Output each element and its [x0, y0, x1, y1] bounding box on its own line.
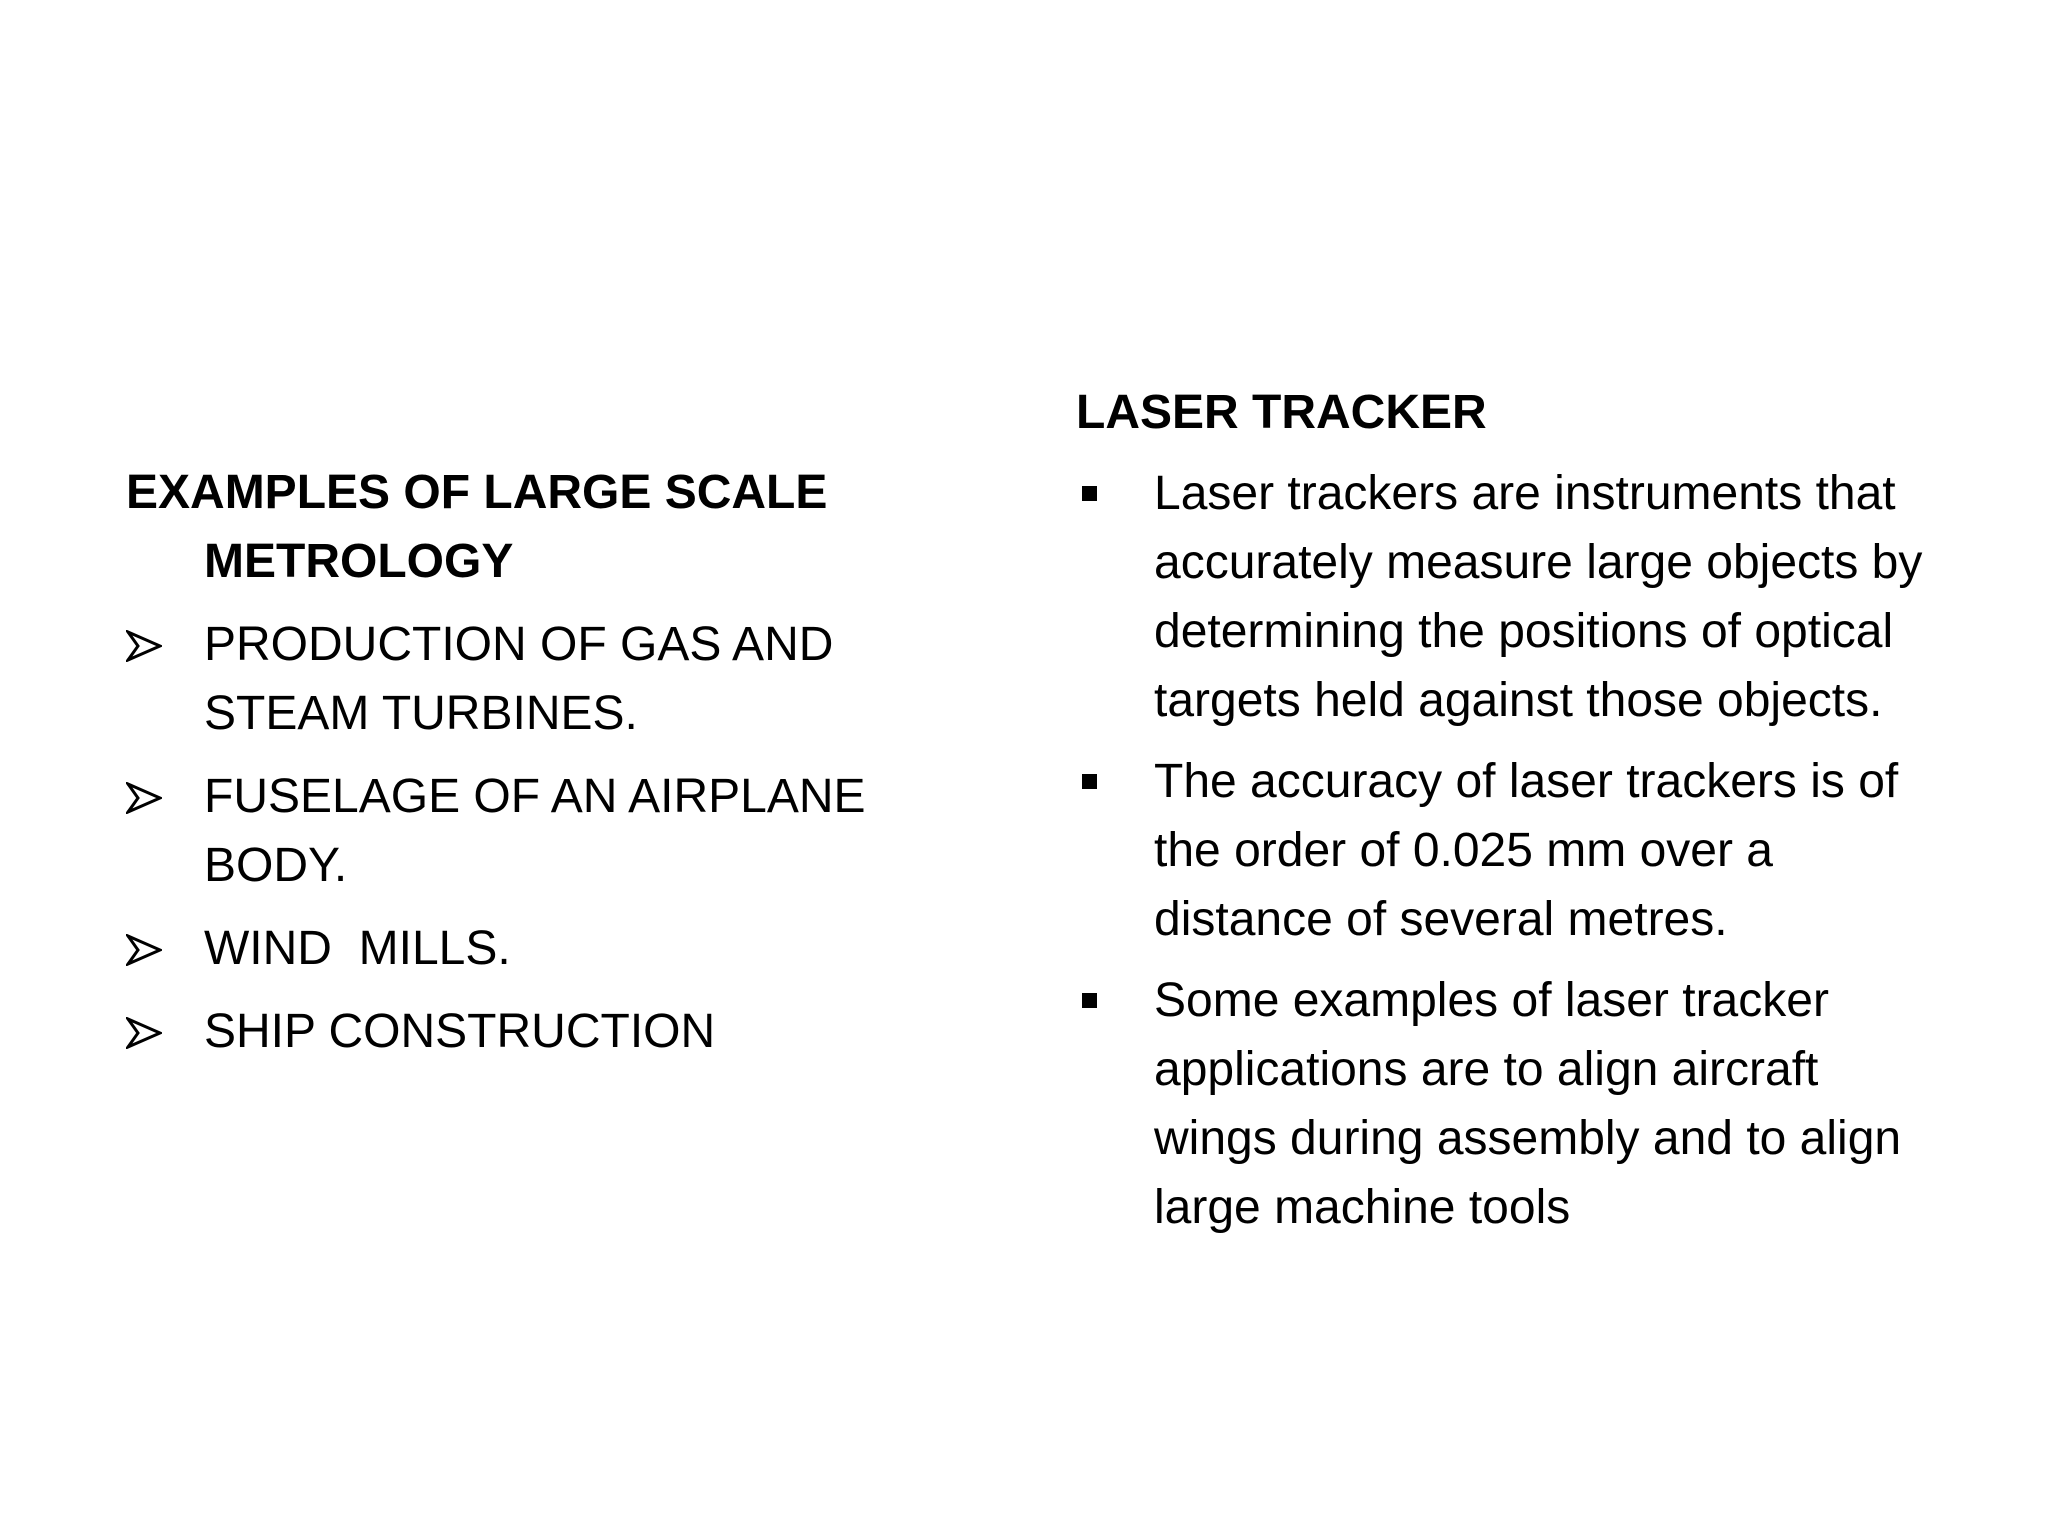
- left-column-heading: EXAMPLES OF LARGE SCALE METROLOGY: [126, 466, 828, 588]
- list-item-text: SHIP CONSTRUCTION: [204, 1005, 716, 1058]
- right-column-heading: LASER TRACKER: [1076, 386, 1487, 439]
- arrow-bullet-icon: [126, 934, 162, 966]
- list-item: [1076, 966, 1946, 1242]
- list-item-text: FUSELAGE OF AN AIRPLANE BODY.: [204, 770, 866, 892]
- arrow-bullet-icon: [126, 630, 162, 662]
- list-item-text: Laser trackers are instruments that accurately measure large objects by determining the positions of optical targets held against those objects.: [1154, 467, 1923, 727]
- list-item: [126, 610, 946, 748]
- list-item: [1076, 747, 1946, 954]
- list-item: [126, 762, 946, 900]
- list-item-text: WIND MILLS.: [204, 922, 511, 975]
- square-bullet-icon: [1082, 486, 1097, 501]
- list-item: [126, 914, 946, 983]
- list-item: [126, 997, 946, 1066]
- left-bullet-list: [126, 610, 946, 1066]
- square-bullet-icon: [1082, 774, 1097, 789]
- square-bullet-icon: [1082, 993, 1097, 1008]
- list-item: [1076, 459, 1946, 735]
- right-column: [1076, 378, 1946, 1242]
- left-column: [126, 458, 946, 1066]
- right-bullet-list: [1076, 459, 1946, 1242]
- arrow-bullet-icon: [126, 782, 162, 814]
- list-item-text: PRODUCTION OF GAS AND STEAM TURBINES.: [204, 618, 834, 740]
- list-item-text: The accuracy of laser trackers is of the order of 0.025 mm over a distance of several metres.: [1154, 755, 1899, 946]
- arrow-bullet-icon: [126, 1017, 162, 1049]
- list-item-text: Some examples of laser tracker applications are to align aircraft wings during assembly and to align large machine tools: [1154, 974, 1902, 1234]
